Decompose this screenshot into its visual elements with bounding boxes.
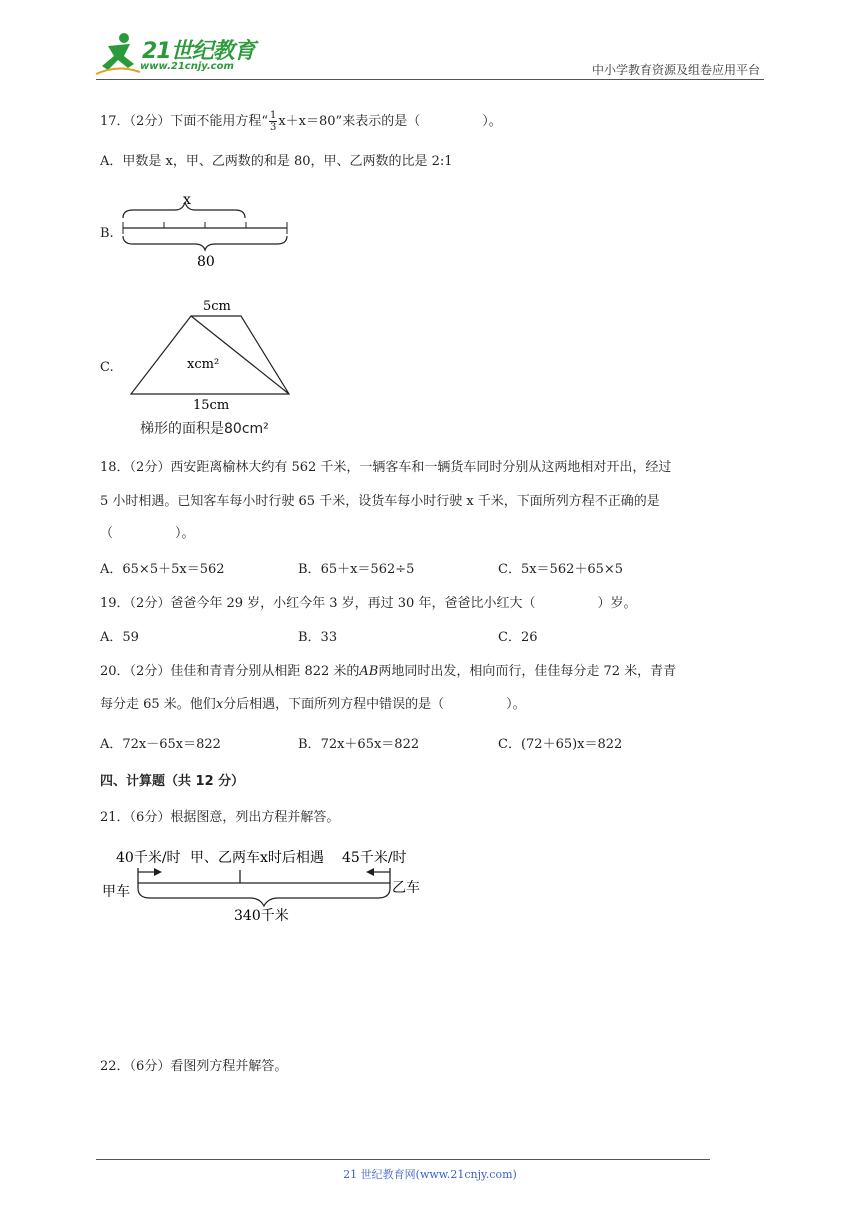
q20-option-a: A．72x－65x＝822 [100,737,221,752]
car-left-label: 甲车 [102,884,130,900]
q22-stem: 22．（6分）看图列方程并解答。 [100,1059,288,1074]
logo [94,30,259,78]
q21-stem: 21．（6分）根据图意，列出方程并解答。 [100,810,340,825]
q20-line1: 20．（2分）佳佳和青青分别从相距 822 米的AB两地同时出发，相向而行，佳佳每分走 72 米，青青 [100,664,677,679]
q17-option-b-label: B. [100,226,114,241]
trapezoid-top-label: 5cm [203,299,231,314]
footer-divider [96,1159,710,1160]
q17-option-a: A．甲数是 x，甲、乙两数的和是 80，甲、乙两数的比是 2:1 [100,154,453,169]
q19-option-c: C．26 [498,630,538,645]
q17-trapezoid-diagram [125,296,305,412]
logo-url: www.21cnjy.com [140,61,234,72]
segment-top-label: x [183,192,191,208]
q20-option-b: B．72x＋65x＝822 [298,737,420,752]
q18-line3: （ ）。 [100,526,195,541]
q19-option-a: A．59 [100,630,139,645]
meeting-label: 甲、乙两车x时后相遇 [190,850,324,866]
q18-option-b: B．65＋x＝562÷5 [298,562,415,577]
q20-line2: 每分走 65 米。他们x分后相遇，下面所列方程中错误的是（ ）。 [100,697,526,712]
q18-line2: 5 小时相遇。已知客车每小时行驶 65 千米，设货车每小时行驶 x 千米，下面所列方程不正确的是 [100,494,660,509]
speed-left-label: 40千米/时 [116,850,181,866]
q17-segment-diagram [115,190,295,270]
trapezoid-caption: 梯形的面积是80cm² [140,421,269,437]
arrow-left-icon [366,868,374,876]
q20-option-c: C．(72＋65)x＝822 [498,737,623,752]
q21-meeting-diagram [100,840,430,930]
q18-option-a: A．65×5＋5x＝562 [100,562,225,577]
arrow-right-icon [154,868,162,876]
footer-link[interactable]: 21 世纪教育网(www.21cnjy.com) [343,1168,517,1181]
q18-option-c: C．5x＝562＋65×5 [498,562,624,577]
trapezoid-area-label: xcm² [187,357,220,372]
distance-label: 340千米 [234,908,289,924]
fraction-one-third: $\frac{1}{3}$ [269,110,277,133]
q18-line1: 18．（2分）西安距离榆林大约有 562 千米，一辆客车和一辆货车同时分别从这两地相对开出，经过 [100,460,672,475]
logo-text: 21世纪教育 [142,39,255,64]
platform-name: 中小学教育资源及组卷应用平台 [591,63,760,77]
section-heading: 四、计算题（共 12 分） [100,774,245,789]
q19-option-b: B．33 [298,630,338,645]
runner-logo-icon [94,30,142,76]
segment-bottom-label: 80 [197,254,215,270]
q19-stem: 19．（2分）爸爸今年 29 岁，小红今年 3 岁，再过 30 年，爸爸比小红大（ ）岁。 [100,596,637,611]
trapezoid-bottom-label: 15cm [193,398,230,412]
q17-stem: 17．（2分）下面不能用方程“ $\frac{1}{3}$ x＋x＝80”来表示的是（ ）。 [100,110,502,133]
q17-option-c-label: C. [100,360,114,375]
header-divider [96,79,764,80]
speed-right-label: 45千米/时 [342,850,407,866]
car-right-label: 乙车 [392,880,420,896]
